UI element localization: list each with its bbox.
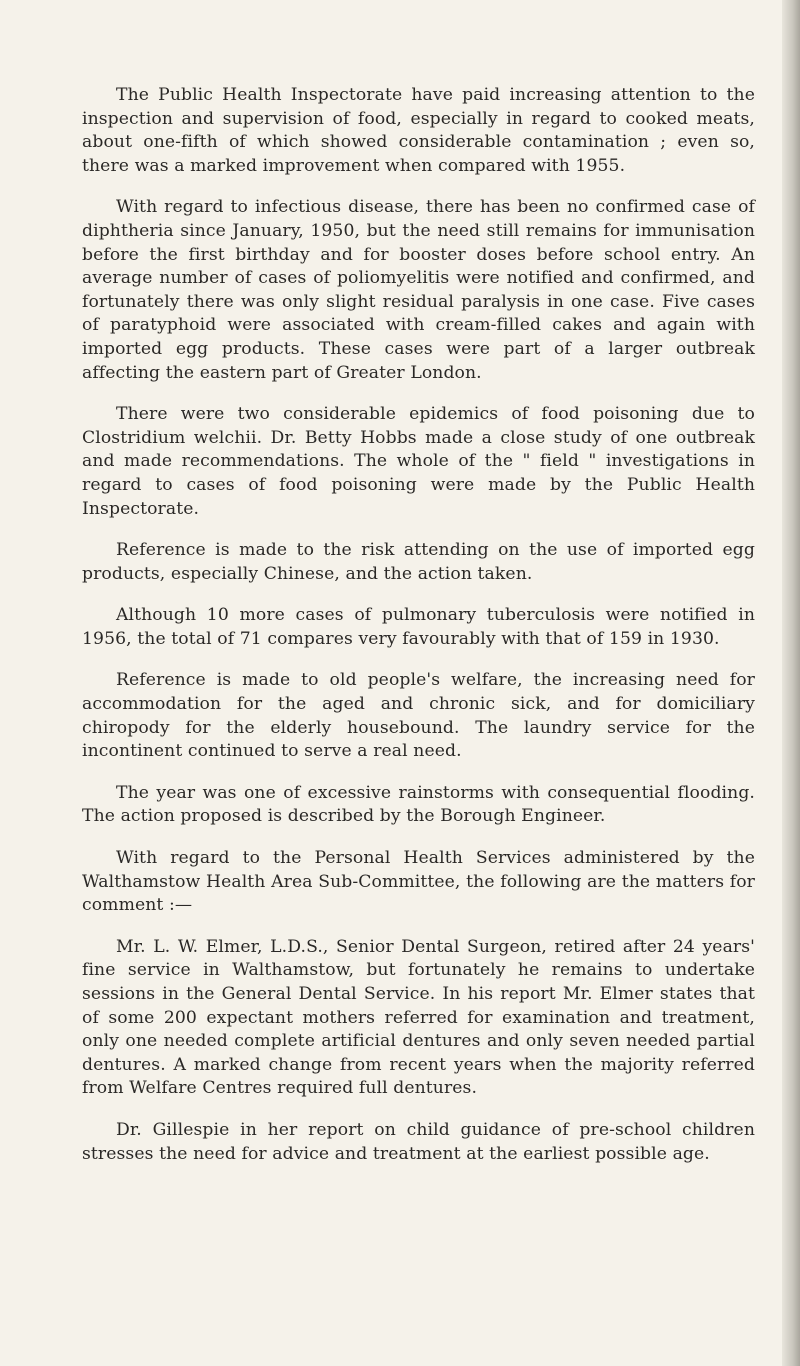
paragraph-food-inspection: The Public Health Inspectorate have paid increasing attention to the inspection and supervision of food, especially in regard to cooked meats, about one-fifth of which showed considerable contamination ; even so, there was a marked improvement when compared with 1955. <box>82 85 755 176</box>
paragraph-flooding: The year was one of excessive rainstorms with consequential flooding. The action proposed is described by the Borough Engineer. <box>82 782 755 827</box>
paragraph-egg-products: Reference is made to the risk attending on the use of imported egg products, especially Chinese, and the action taken. <box>82 540 755 584</box>
document-body <box>82 84 755 1184</box>
paragraph-food-poisoning: There were two considerable epidemics of food poisoning due to Clostridium welchii. Dr. Betty Hobbs made a close study of one outbreak and made recommendations. The whole of the " field " investigations in regard to cases of food poisoning were made by the Public Health Inspectorate. <box>82 404 755 519</box>
page-edge-shadow <box>782 0 800 1366</box>
paragraph-personal-health-services: With regard to the Personal Health Services administered by the Walthamstow Health Area Sub-Committee, the following are the matters for comment :— <box>82 848 755 916</box>
paragraph-child-guidance: Dr. Gillespie in her report on child guidance of pre-school children stresses the need for advice and treatment at the earliest possible age. <box>82 1119 755 1164</box>
paragraph-dental-surgeon: Mr. L. W. Elmer, L.D.S., Senior Dental Surgeon, retired after 24 years' fine service in Walthamstow, but fortunately he remains to undertake sessions in the General Dental Service. In his report Mr. Elmer states that of some 200 expectant mothers referred for examination and treatment, only one needed complete artificial dentures and only seven needed partial dentures. A marked change from recent years when the majority referred from Welfare Centres required full dentures. <box>82 936 755 1099</box>
paragraph-old-peoples-welfare: Reference is made to old people's welfare, the increasing need for accommodation for the aged and chronic sick, and for domiciliary chiropody for the elderly housebound. The laundry service for the incontinent continued to serve a real need. <box>82 670 755 762</box>
paragraph-tuberculosis: Although 10 more cases of pulmonary tuberculosis were notified in 1956, the total of 71 compares very favourably with that of 159 in 1930. <box>82 605 755 649</box>
paragraph-infectious-disease: With regard to infectious disease, there has been no confirmed case of diphtheria since January, 1950, but the need still remains for immunisation before the first birthday and for booster doses before school entry. An average number of cases of poliomyelitis were notified and confirmed, and fortunately there was only slight residual paralysis in one case. Five cases of paratyphoid were associated with cream-filled cakes and again with imported egg products. These cases were part of a larger outbreak affecting the eastern part of Greater London. <box>82 197 755 383</box>
